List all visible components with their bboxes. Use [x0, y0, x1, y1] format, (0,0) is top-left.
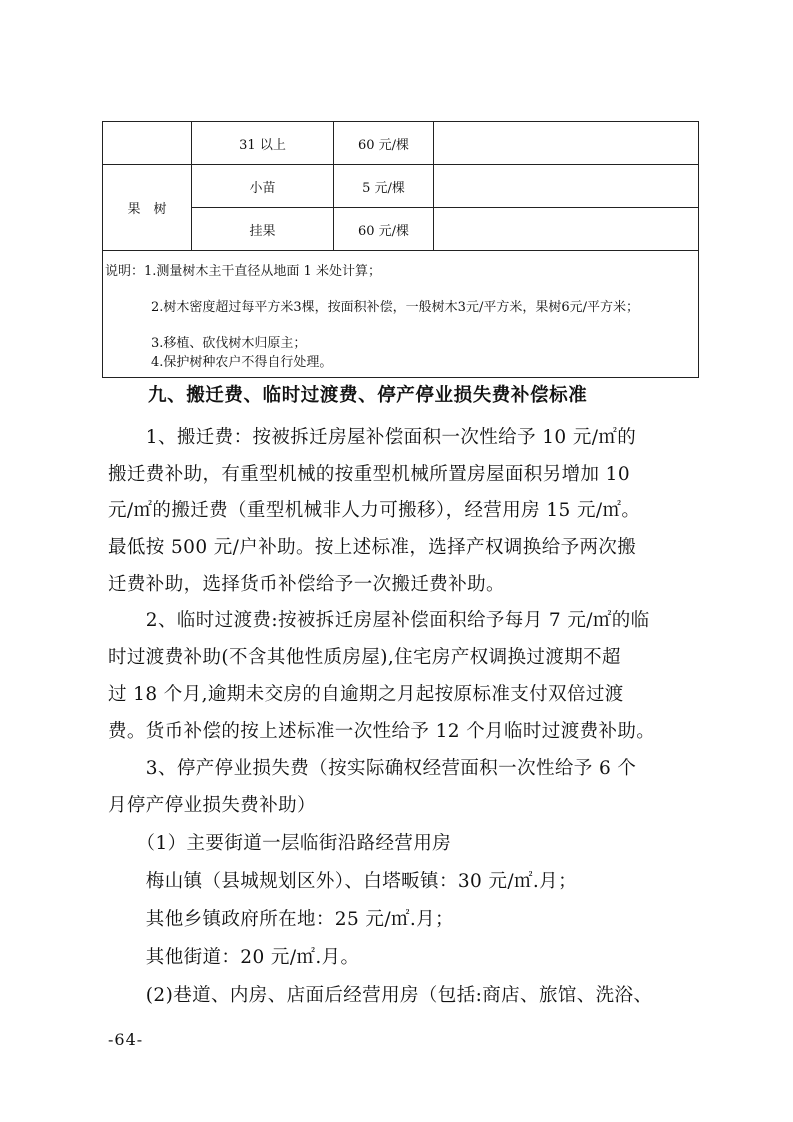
body-line: (2)巷道、内房、店面后经营用房（包括:商店、旅馆、洗浴、 [108, 985, 653, 1006]
notes-cell [103, 251, 699, 378]
body-line: 1、搬迁费：按被拆迁房屋补偿面积一次性给予 10 元/㎡的 [108, 427, 637, 448]
note-line: 4.保护树种农户不得自行处理。 [151, 355, 333, 370]
category-cell [103, 122, 192, 165]
body-line: 迁费补助，选择货币补偿给予一次搬迁费补助。 [108, 574, 505, 595]
note-cell [434, 208, 699, 251]
spec-cell: 31 以上 [192, 122, 334, 165]
body-line: 过 18 个月,逾期未交房的自逾期之月起按原标准支付双倍过渡 [108, 684, 624, 705]
note-cell [434, 122, 699, 165]
section-heading: 九、搬迁费、临时过渡费、停产停业损失费补偿标准 [148, 385, 588, 406]
body-line: 时过渡费补助(不含其他性质房屋),住宅房产权调换过渡期不超 [108, 647, 621, 668]
note-line: 说明：1.测量树木主干直径从地面 1 米处计算； [105, 264, 381, 279]
price-cell: 60 元/棵 [334, 122, 434, 165]
spec-cell: 小苗 [192, 165, 334, 208]
body-line: 费。货币补偿的按上述标准一次性给予 12 个月临时过渡费补助。 [108, 721, 656, 742]
body-line: 2、临时过渡费:按被拆迁房屋补偿面积给予每月 7 元/㎡的临 [108, 610, 650, 631]
table-row [103, 122, 699, 165]
body-line: 3、停产停业损失费（按实际确权经营面积一次性给予 6 个 [108, 758, 637, 779]
body-line: 元/㎡的搬迁费（重型机械非人力可搬移），经营用房 15 元/㎡。 [108, 500, 641, 521]
page-number: -64- [108, 1030, 144, 1049]
table-row [103, 208, 699, 251]
note-cell [434, 165, 699, 208]
note-line: 3.移植、砍伐树木归原主； [151, 336, 307, 351]
spec-cell: 挂果 [192, 208, 334, 251]
table-row [103, 165, 699, 208]
body-line: （1）主要街道一层临街沿路经营用房 [108, 833, 452, 854]
body-line: 最低按 500 元/户补助。按上述标准，选择产权调换给予两次搬 [108, 537, 637, 558]
body-line: 梅山镇（县城规划区外）、白塔畈镇：30 元/㎡.月； [108, 871, 577, 892]
note-line: 2.树木密度超过每平方米3棵，按面积补偿，一般树木3元/平方米，果树6元/平方米； [151, 300, 639, 315]
body-line: 月停产停业损失费补助） [108, 795, 316, 816]
category-cell: 果 树 [103, 165, 192, 251]
compensation-table [102, 121, 699, 378]
table-notes-row [103, 251, 699, 378]
body-line: 其他街道：20 元/㎡.月。 [108, 947, 360, 968]
body-line: 搬迁费补助，有重型机械的按重型机械所置房屋面积另增加 10 [108, 464, 631, 485]
price-cell: 60 元/棵 [334, 208, 434, 251]
body-line: 其他乡镇政府所在地：25 元/㎡.月； [108, 909, 454, 930]
price-cell: 5 元/棵 [334, 165, 434, 208]
